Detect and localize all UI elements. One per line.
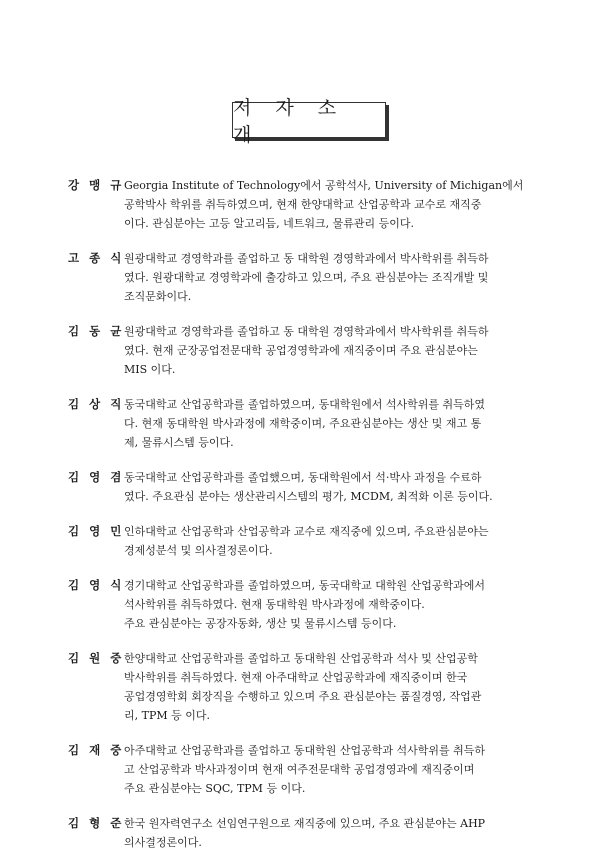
bio-line: 박사학위를 취득하였다. 현재 아주대학교 산업공학과에 재직중이며 한국 — [124, 671, 468, 684]
author-name: 강 맹 규 — [68, 178, 125, 192]
bio-line: Georgia Institute of Technology에서 공학석사, University of Michigan에서 — [124, 179, 524, 192]
bio-line: 한국 원자력연구소 선임연구원으로 재직중에 있으며, 주요 관심분야는 AHP — [124, 817, 486, 830]
author-bio — [124, 395, 538, 452]
author-entry — [68, 522, 538, 560]
bio-line: 다. 현재 동대학원 박사과정에 재학중이며, 주요관심분야는 생산 및 재고 통 — [124, 417, 482, 430]
author-name: 김 영 겸 — [68, 470, 125, 484]
bio-line: 고 산업공학과 박사과정이며 현재 여주전문대학 공업경영과에 재직중이며 — [124, 763, 475, 776]
bio-line: 공업경영학회 회장직을 수행하고 있으며 주요 관심분야는 품질경영, 작업관 — [124, 690, 482, 703]
author-entry — [68, 395, 538, 452]
author-bio — [124, 814, 538, 852]
bio-line: 이다. 관심분야는 고등 알고리듬, 네트워크, 물류관리 등이다. — [124, 217, 414, 230]
bio-line: 조직문화이다. — [124, 290, 192, 303]
bio-line: 석사학위를 취득하였다. 현재 동대학원 박사과정에 재학중이다. — [124, 598, 425, 611]
author-bio — [124, 176, 538, 233]
author-bio — [124, 249, 538, 306]
bio-line: 제, 물류시스템 등이다. — [124, 436, 234, 449]
author-bio — [124, 322, 538, 379]
author-entry — [68, 468, 538, 506]
author-bio — [124, 468, 538, 506]
author-name: 김 상 직 — [68, 397, 125, 411]
author-entry — [68, 649, 538, 725]
bio-line: 아주대학교 산업공학과를 졸업하고 동대학원 산업공학과 석사학위를 취득하 — [124, 744, 486, 757]
author-entry — [68, 814, 538, 852]
bio-line: 동국대학교 산업공학과를 졸업했으며, 동대학원에서 석·박사 과정을 수료하 — [124, 471, 482, 484]
bio-line: 원광대학교 경영학과를 졸업하고 동 대학원 경영학과에서 박사학위를 취득하 — [124, 252, 489, 265]
author-bio — [124, 741, 538, 798]
bio-line: 였다. 현재 군장공업전문대학 공업경영학과에 재직중이며 주요 관심분야는 — [124, 344, 478, 357]
bio-line: 였다. 주요관심 분야는 생산관리시스템의 평가, MCDM, 최적화 이론 등이다. — [124, 490, 493, 503]
author-name: 김 동 균 — [68, 324, 125, 338]
bio-line: 의사결정론이다. — [124, 836, 202, 849]
author-entry — [68, 322, 538, 379]
author-entry — [68, 741, 538, 798]
author-entry — [68, 249, 538, 306]
author-bio — [124, 576, 538, 633]
author-list — [68, 176, 538, 868]
author-entry — [68, 576, 538, 633]
bio-line: 한양대학교 산업공학과를 졸업하고 동대학원 산업공학과 석사 및 산업공학 — [124, 652, 478, 665]
bio-line: 리, TPM 등 이다. — [124, 709, 210, 722]
bio-line: 인하대학교 산업공학과 산업공학과 교수로 재직중에 있으며, 주요관심분야는 — [124, 525, 489, 538]
bio-line: 주요 관심분야는 공장자동화, 생산 및 물류시스템 등이다. — [124, 617, 397, 630]
bio-line: 였다. 원광대학교 경영학과에 출강하고 있으며, 주요 관심분야는 조직개발 및 — [124, 271, 489, 284]
author-name: 김 영 식 — [68, 578, 125, 592]
author-name: 김 형 준 — [68, 816, 125, 830]
bio-line: 경제성분석 및 의사결정론이다. — [124, 544, 273, 557]
author-entry — [68, 176, 538, 233]
author-bio — [124, 522, 538, 560]
page-title: 저 자 소 개 — [232, 102, 386, 138]
bio-line: 동국대학교 산업공학과를 졸업하였으며, 동대학원에서 석사학위를 취득하였 — [124, 398, 486, 411]
author-name: 김 영 민 — [68, 524, 125, 538]
bio-line: 공학박사 학위를 취득하였으며, 현재 한양대학교 산업공학과 교수로 재직중 — [124, 198, 482, 211]
author-name: 김 원 중 — [68, 651, 125, 665]
bio-line: MIS 이다. — [124, 363, 176, 376]
author-name: 김 재 중 — [68, 743, 125, 757]
bio-line: 주요 관심분야는 SQC, TPM 등 이다. — [124, 782, 306, 795]
bio-line: 원광대학교 경영학과를 졸업하고 동 대학원 경영학과에서 박사학위를 취득하 — [124, 325, 489, 338]
author-bio — [124, 649, 538, 725]
bio-line: 경기대학교 산업공학과를 졸업하였으며, 동국대학교 대학원 산업공학과에서 — [124, 579, 486, 592]
author-name: 고 종 식 — [68, 251, 125, 265]
